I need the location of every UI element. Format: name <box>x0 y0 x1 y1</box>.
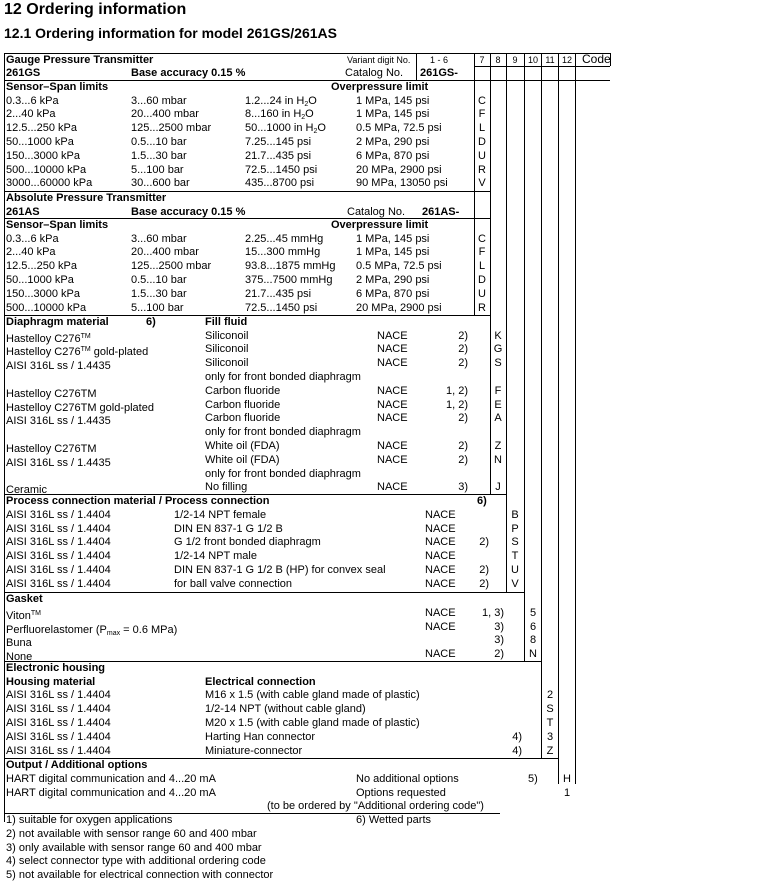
span-kpa: 3000...60000 kPa <box>6 177 93 190</box>
table-left-rule <box>4 53 5 822</box>
variant-code: T <box>546 717 554 729</box>
text-fragment: TM <box>80 332 91 340</box>
output-option: HART digital communication and 4...20 mA <box>6 772 216 785</box>
text-fragment: 2 <box>301 114 306 122</box>
digit-col-label: 10 <box>527 55 538 65</box>
housing-material-title: Housing material <box>6 675 96 688</box>
variant-code: C <box>478 94 486 107</box>
footnote-ref: 2) <box>458 329 468 342</box>
process-title: Process connection material / Process connection <box>6 495 270 507</box>
fill-fluid: White oil (FDA) <box>205 453 280 466</box>
span-alt: 21.7...435 psi <box>245 287 312 300</box>
electrical-connection: M16 x 1.5 (with cable gland made of plastic) <box>205 689 420 702</box>
process-connection: G 1/2 front bonded diaphragm <box>174 536 321 549</box>
nace-label: NACE <box>425 522 456 535</box>
span-kpa: 12.5...250 kPa <box>6 122 77 135</box>
housing-material: AISI 316L ss / 1.4404 <box>6 703 111 716</box>
variant-code: F <box>494 384 502 397</box>
fill-fluid: Carbon fluoride <box>205 384 281 397</box>
text-fragment: AISI 316L ss / 1.4435 <box>6 456 111 469</box>
nace-label: NACE <box>425 620 456 633</box>
variant-code: D <box>478 135 486 148</box>
variant-code: U <box>511 563 519 576</box>
nace-label: NACE <box>425 648 456 661</box>
variant-code: C <box>478 232 486 245</box>
footnote-ref: 2) <box>458 357 468 370</box>
nace-label: NACE <box>377 384 408 397</box>
text-fragment: Hastelloy C276 <box>6 332 81 345</box>
text-fragment: Hastelloy C276TM gold-plated <box>6 401 154 414</box>
process-material: AISI 316L ss / 1.4404 <box>6 577 111 590</box>
text-fragment: 21.7...435 psi <box>245 149 312 162</box>
nace-label: NACE <box>425 563 456 576</box>
variant-code: T <box>511 550 519 563</box>
additional-option: Options requested <box>356 786 446 799</box>
nace-label: NACE <box>425 536 456 549</box>
variant-code: R <box>478 301 486 314</box>
process-note: 6) <box>477 495 487 507</box>
text-fragment: AISI 316L ss / 1.4435 <box>6 415 111 428</box>
overpressure-value: 0.5 MPa, 72.5 psi <box>356 260 442 273</box>
variant-code: 5 <box>529 606 537 619</box>
footnote-ref: 2) <box>458 453 468 466</box>
span-kpa: 2...40 kPa <box>6 108 56 121</box>
span-kpa: 12.5...250 kPa <box>6 260 77 273</box>
variant-code: H <box>563 772 571 785</box>
text-fragment: max <box>106 629 121 637</box>
footnote-ref: 2) <box>479 563 489 576</box>
process-material: AISI 316L ss / 1.4404 <box>6 522 111 535</box>
text-fragment: Viton <box>6 609 31 622</box>
housing-material: AISI 316L ss / 1.4404 <box>6 744 111 757</box>
span-kpa: 500...10000 kPa <box>6 163 87 176</box>
variant-code: V <box>478 177 486 190</box>
span-mbar: 3...60 mbar <box>131 232 187 245</box>
text-fragment: Hastelloy C276TM <box>6 443 97 455</box>
text-fragment: gold-plated <box>90 346 149 359</box>
text-fragment: TM <box>30 609 41 617</box>
variant-code: G <box>493 343 503 356</box>
text-fragment: 435...8700 psi <box>245 177 315 190</box>
variant-code: D <box>478 273 486 286</box>
output-option: HART digital communication and 4...20 mA <box>6 786 216 799</box>
footnote-ref: 3) <box>494 620 504 633</box>
rule-line <box>4 592 524 593</box>
overpressure-value: 1 MPa, 145 psi <box>356 94 430 107</box>
text-fragment: 8...160 in H <box>245 108 302 121</box>
digit-col-label: 7 <box>479 55 485 65</box>
variant-code: Z <box>546 744 554 757</box>
text-fragment: AISI 316L ss / 1.4435 <box>6 360 111 373</box>
header-divider <box>416 53 417 80</box>
overpressure-value: 2 MPa, 290 psi <box>356 273 430 286</box>
diaphragm-material <box>6 357 111 373</box>
fill-fluid: Siliconoil <box>205 343 249 356</box>
digit-col-label: 11 <box>545 55 555 65</box>
span-mbar: 125...2500 mbar <box>131 122 212 135</box>
span-mbar: 20...400 mbar <box>131 246 199 259</box>
footnote-ref: 5) <box>528 772 538 785</box>
fill-fluid: only for front bonded diaphragm <box>205 371 361 383</box>
electrical-connection: M20 x 1.5 (with cable gland made of plastic) <box>205 717 420 729</box>
nace-label: NACE <box>425 508 456 521</box>
span-mbar: 0.5...10 bar <box>131 135 187 148</box>
text-fragment: 72.5...1450 psi <box>245 163 318 176</box>
text-fragment: O <box>317 122 326 135</box>
code-col-rule <box>506 53 507 592</box>
output-title: Output / Additional options <box>6 759 148 771</box>
span-mbar: 30...600 bar <box>131 177 190 190</box>
variant-code: S <box>494 357 502 370</box>
process-material: AISI 316L ss / 1.4404 <box>6 550 111 563</box>
footnote-ref: 2) <box>479 536 489 549</box>
section-title: 12 Ordering information <box>4 1 187 18</box>
electrical-connection-title: Electrical connection <box>205 675 316 688</box>
span-alt: 2.25...45 mmHg <box>245 232 324 245</box>
nace-label: NACE <box>377 329 408 342</box>
fill-fluid: No filling <box>205 481 248 494</box>
gauge-model: 261GS <box>6 67 41 79</box>
fill-fluid-title: Fill fluid <box>205 316 248 328</box>
code-col-rule <box>474 53 475 315</box>
fill-fluid: Siliconoil <box>205 329 249 342</box>
absolute-title: Absolute Pressure Transmitter <box>6 192 167 204</box>
span-mbar: 3...60 mbar <box>131 94 187 107</box>
nace-label: NACE <box>377 398 408 411</box>
overpressure-value: 20 MPa, 2900 psi <box>356 163 442 176</box>
gauge-span-title: Sensor–Span limits <box>6 81 109 93</box>
nace-label: NACE <box>377 481 408 494</box>
footnote-ref: 2) <box>458 343 468 356</box>
catalog-label: Catalog No. <box>347 205 406 218</box>
variant-code: 1 <box>563 786 571 799</box>
text-fragment: Perfluorelastomer (P <box>6 623 107 636</box>
text-fragment: TM <box>80 346 91 354</box>
footnote: 4) select connector type with additional ordering code <box>6 855 266 868</box>
variant-code: F <box>478 246 486 259</box>
gasket-title: Gasket <box>6 593 43 605</box>
process-material: AISI 316L ss / 1.4404 <box>6 536 111 549</box>
text-fragment: Hastelloy C276 <box>6 346 81 359</box>
process-connection: for ball valve connection <box>174 577 293 590</box>
process-material: AISI 316L ss / 1.4404 <box>6 563 111 576</box>
nace-label: NACE <box>377 343 408 356</box>
span-kpa: 500...10000 kPa <box>6 301 87 314</box>
footnote-ref: 3) <box>458 481 468 494</box>
variant-code: E <box>494 398 502 411</box>
diaphragm-material <box>6 412 111 428</box>
housing-title: Electronic housing <box>6 662 106 674</box>
overpressure-value: 0.5 MPa, 72.5 psi <box>356 122 442 135</box>
overpressure-value: 1 MPa, 145 psi <box>356 232 430 245</box>
digit-col-label: 8 <box>495 55 501 65</box>
code-col-rule <box>541 53 542 758</box>
overpressure-value: 2 MPa, 290 psi <box>356 135 430 148</box>
variant-code: S <box>511 536 519 549</box>
overpressure-value: 1 MPa, 145 psi <box>356 108 430 121</box>
variant-code: N <box>494 453 502 466</box>
table-right-rule <box>610 53 611 66</box>
nace-label: NACE <box>425 577 456 590</box>
text-fragment: 2 <box>304 100 309 108</box>
text-fragment: None <box>6 651 33 664</box>
span-alt: 72.5...1450 psi <box>245 301 318 314</box>
overpressure-value: 6 MPa, 870 psi <box>356 287 430 300</box>
variant-code: 6 <box>529 620 537 633</box>
process-connection: DIN EN 837-1 G 1/2 B (HP) for convex seal <box>174 563 386 576</box>
footnote-ref: 2) <box>458 412 468 425</box>
digit-col-label: 12 <box>561 55 572 65</box>
overpressure-value: 90 MPa, 13050 psi <box>356 177 448 190</box>
text-fragment: Ceramic <box>6 484 47 497</box>
variant-code: L <box>478 260 486 273</box>
span-kpa: 150...3000 kPa <box>6 149 81 162</box>
footnote-ref: 1, 3) <box>481 606 504 619</box>
code-col-rule <box>524 53 525 661</box>
variant-code: S <box>546 703 554 716</box>
electrical-connection: Miniature-connector <box>205 744 303 757</box>
span-alt: 375...7500 mmHg <box>245 273 333 286</box>
span-alt: 15...300 mmHg <box>245 246 321 259</box>
code-col-rule <box>575 53 576 784</box>
process-connection: 1/2-14 NPT male <box>174 550 257 563</box>
span-mbar: 5...100 bar <box>131 163 184 176</box>
span-mbar: 125...2500 mbar <box>131 260 212 273</box>
process-connection: DIN EN 837-1 G 1/2 B <box>174 522 283 535</box>
nace-label: NACE <box>377 357 408 370</box>
span-mbar: 0.5...10 bar <box>131 273 187 286</box>
digit-col-label: 9 <box>512 55 518 65</box>
code-col-rule <box>558 53 559 784</box>
variant-code: 8 <box>529 634 537 647</box>
subsection-title: 12.1 Ordering information for model 261GS/261AS <box>4 25 337 41</box>
fill-fluid: Carbon fluoride <box>205 398 281 411</box>
footnote: 6) Wetted parts <box>356 814 431 826</box>
gauge-title: Gauge Pressure Transmitter <box>6 54 154 66</box>
text-fragment: = 0.6 MPa) <box>120 623 178 636</box>
housing-material: AISI 316L ss / 1.4404 <box>6 717 111 729</box>
absolute-span-title: Sensor–Span limits <box>6 219 109 231</box>
variant-code: P <box>511 522 519 535</box>
nace-label: NACE <box>377 453 408 466</box>
footnote-ref: 4) <box>512 730 522 743</box>
footnote-ref: 2) <box>479 577 489 590</box>
diaphragm-material <box>6 454 111 470</box>
absolute-overpressure-title: Overpressure limit <box>331 219 429 231</box>
span-mbar: 5...100 bar <box>131 301 184 314</box>
fill-fluid: White oil (FDA) <box>205 440 280 452</box>
nace-label: NACE <box>425 606 456 619</box>
gauge-overpressure-title: Overpressure limit <box>331 81 429 93</box>
housing-material: AISI 316L ss / 1.4404 <box>6 730 111 743</box>
text-fragment: Buna <box>6 637 32 650</box>
absolute-model: 261AS <box>6 205 40 218</box>
span-mbar: 1.5...30 bar <box>131 287 187 300</box>
footnote-ref: 4) <box>512 744 522 757</box>
digits-1-6-label: 1 - 6 <box>430 55 449 65</box>
span-mbar: 20...400 mbar <box>131 108 199 121</box>
span-kpa: 50...1000 kPa <box>6 135 74 148</box>
text-fragment: O <box>305 108 314 121</box>
overpressure-value: 20 MPa, 2900 psi <box>356 301 442 314</box>
text-fragment: Hastelloy C276TM <box>6 387 97 400</box>
variant-digit-label: Variant digit No. <box>347 55 411 65</box>
catalog-label: Catalog No. <box>345 67 404 79</box>
overpressure-value: 1 MPa, 145 psi <box>356 246 430 259</box>
code-col-rule <box>490 53 491 494</box>
code-label: Code <box>582 52 611 66</box>
variant-code: Z <box>494 440 502 452</box>
footnote: 2) not available with sensor range 60 and 400 mbar <box>6 827 257 840</box>
nace-label: NACE <box>425 550 456 563</box>
diaphragm-title: Diaphragm material <box>6 316 109 328</box>
variant-code: N <box>529 648 537 661</box>
variant-code: R <box>478 163 486 176</box>
variant-code: J <box>495 481 501 494</box>
text-fragment: 50...1000 in H <box>245 122 314 135</box>
variant-code: 3 <box>546 730 554 743</box>
gauge-accuracy: Base accuracy 0.15 % <box>131 67 246 79</box>
process-material: AISI 316L ss / 1.4404 <box>6 508 111 521</box>
variant-code: K <box>494 329 502 342</box>
rule-line <box>575 66 610 67</box>
footnote-ref: 2) <box>458 440 468 452</box>
variant-code: 2 <box>546 689 554 702</box>
span-kpa: 50...1000 kPa <box>6 273 74 286</box>
span-kpa: 0.3...6 kPa <box>6 232 59 245</box>
text-fragment: 7.25...145 psi <box>245 135 312 148</box>
variant-code: A <box>494 412 502 425</box>
footnote-ref: 2) <box>494 648 504 661</box>
fill-fluid: only for front bonded diaphragm <box>205 426 361 439</box>
process-connection: 1/2-14 NPT female <box>174 508 267 521</box>
fill-fluid: Carbon fluoride <box>205 412 281 425</box>
variant-code: B <box>511 508 519 521</box>
variant-code: L <box>478 122 486 135</box>
variant-code: U <box>478 287 486 300</box>
absolute-accuracy: Base accuracy 0.15 % <box>131 205 246 218</box>
nace-label: NACE <box>377 440 408 452</box>
fill-fluid: only for front bonded diaphragm <box>205 467 361 480</box>
footnote-ref: 1, 2) <box>445 384 468 397</box>
footnote: 3) only available with sensor range 60 and 400 mbar <box>6 841 262 854</box>
absolute-catalog: 261AS- <box>422 205 460 218</box>
footnote: 1) suitable for oxygen applications <box>6 814 173 826</box>
fill-fluid: Siliconoil <box>205 357 249 370</box>
span-mbar: 1.5...30 bar <box>131 149 187 162</box>
ordering-code-note: (to be ordered by "Additional ordering code") <box>267 800 484 813</box>
span-alt: 93.8...1875 mmHg <box>245 260 336 273</box>
span-kpa: 150...3000 kPa <box>6 287 81 300</box>
variant-code: U <box>478 149 486 162</box>
footnote-ref: 3) <box>494 634 504 647</box>
electrical-connection: 1/2-14 NPT (without cable gland) <box>205 703 366 716</box>
span-kpa: 2...40 kPa <box>6 246 56 259</box>
additional-option: No additional options <box>356 772 459 785</box>
diaphragm-note: 6) <box>146 316 156 328</box>
gauge-catalog: 261GS- <box>420 67 458 79</box>
electrical-connection: Harting Han connector <box>205 730 316 743</box>
text-fragment: O <box>308 94 317 107</box>
housing-material: AISI 316L ss / 1.4404 <box>6 689 111 702</box>
footnote: 5) not available for electrical connection with connector <box>6 869 274 882</box>
variant-code: F <box>478 108 486 121</box>
span-kpa: 0.3...6 kPa <box>6 94 59 107</box>
text-fragment: 1.2...24 in H <box>245 94 305 107</box>
text-fragment: 2 <box>313 128 318 136</box>
nace-label: NACE <box>377 412 408 425</box>
variant-code: V <box>511 577 519 590</box>
footnote-ref: 1, 2) <box>445 398 468 411</box>
overpressure-value: 6 MPa, 870 psi <box>356 149 430 162</box>
